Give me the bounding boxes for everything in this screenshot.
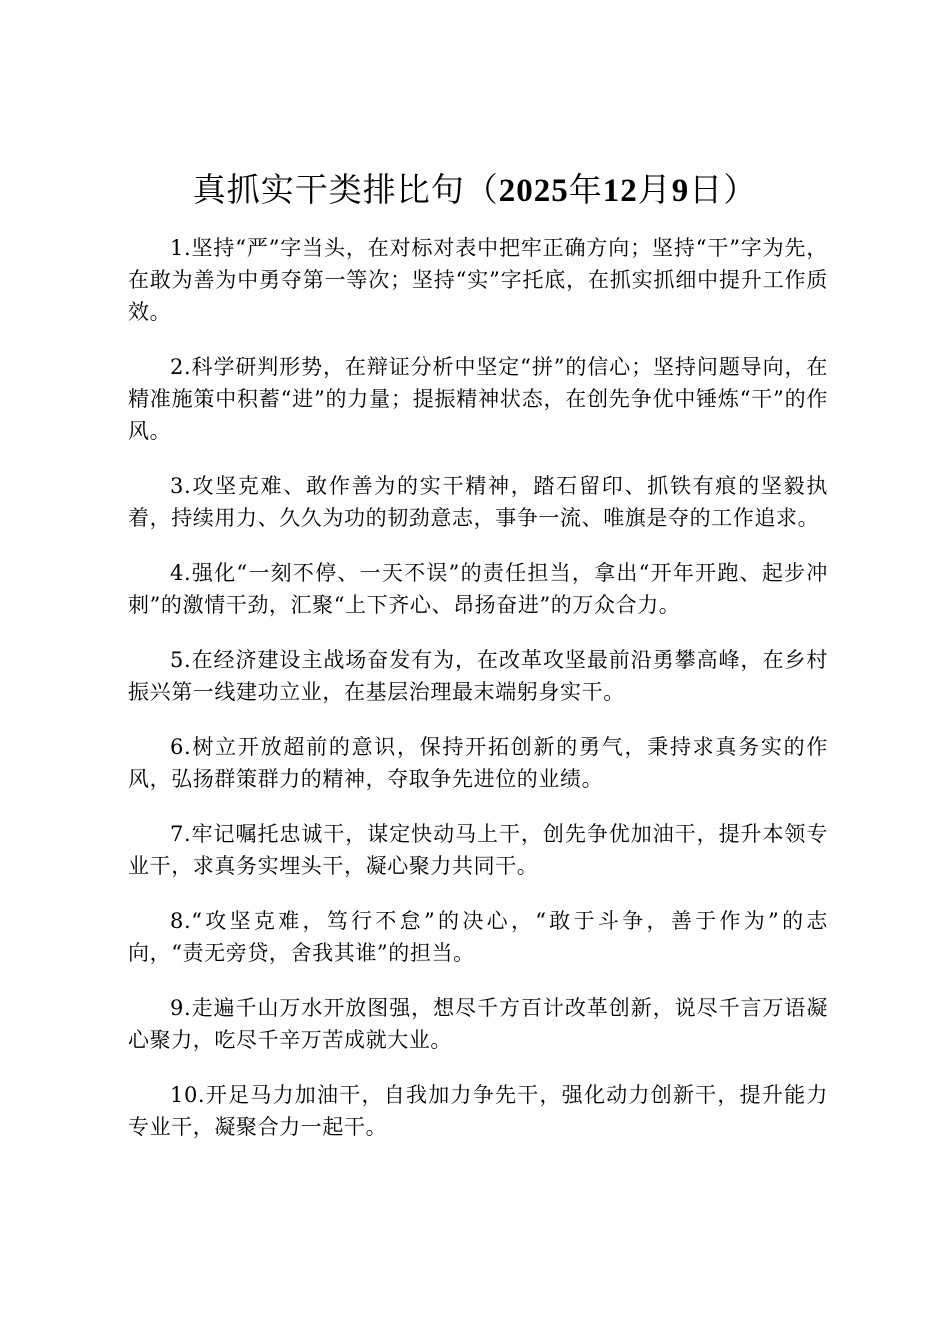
paragraph-10: 10.开足马力加油干，自我加力争先干，强化动力创新干，提升能力专业干，凝聚合力一起干。: [128, 1083, 828, 1139]
title-prefix: 真抓实干类排比句（: [192, 170, 499, 209]
document-title: [0, 170, 950, 211]
paragraph-7: 7.牢记嘱托忠诚干，谋定快动马上干，创先争优加油干，提升本领专业干，求真务实埋头干，凝心聚力共同干。: [128, 822, 828, 878]
document-body: [128, 232, 828, 1166]
paragraph-9: 9.走遍千山万水开放图强，想尽千方百计改革创新，说尽千言万语凝心聚力，吃尽千辛万苦成就大业。: [128, 996, 828, 1052]
paragraph-8: 8.“攻坚克难，笃行不怠”的决心，“敢于斗争，善于作为”的志向，“责无旁贷，舍我其谁”的担当。: [128, 909, 828, 965]
title-month: 12: [602, 173, 638, 209]
title-year: 2025: [498, 173, 569, 209]
title-day: 9: [671, 173, 690, 209]
paragraph-6: 6.树立开放超前的意识，保持开拓创新的勇气，秉持求真务实的作风，弘扬群策群力的精神，夺取争先进位的业绩。: [128, 735, 828, 791]
paragraph-4: 4.强化“一刻不停、一天不误”的责任担当，拿出“开年开跑、起步冲刺”的激情干劲，汇聚“上下齐心、昂扬奋进”的万众合力。: [128, 561, 828, 617]
paragraph-5: 5.在经济建设主战场奋发有为，在改革攻坚最前沿勇攀高峰，在乡村振兴第一线建功立业，在基层治理最末端躬身实干。: [128, 648, 828, 704]
title-month-unit: 月: [637, 170, 672, 209]
paragraph-3: 3.攻坚克难、敢作善为的实干精神，踏石留印、抓铁有痕的坚毅执着，持续用力、久久为功的韧劲意志，事争一流、唯旗是夺的工作追求。: [128, 474, 828, 530]
title-suffix: 日）: [689, 170, 758, 209]
paragraph-2: 2.科学研判形势，在辩证分析中坚定“拼”的信心；坚持问题导向，在精准施策中积蓄“进”的力量；提振精神状态，在创先争优中锤炼“干”的作风。: [128, 355, 828, 443]
paragraph-1: 1.坚持“严”字当头，在对标对表中把牢正确方向；坚持“干”字为先，在敢为善为中勇夺第一等次；坚持“实”字托底，在抓实抓细中提升工作质效。: [128, 236, 828, 324]
title-year-unit: 年: [568, 170, 603, 209]
